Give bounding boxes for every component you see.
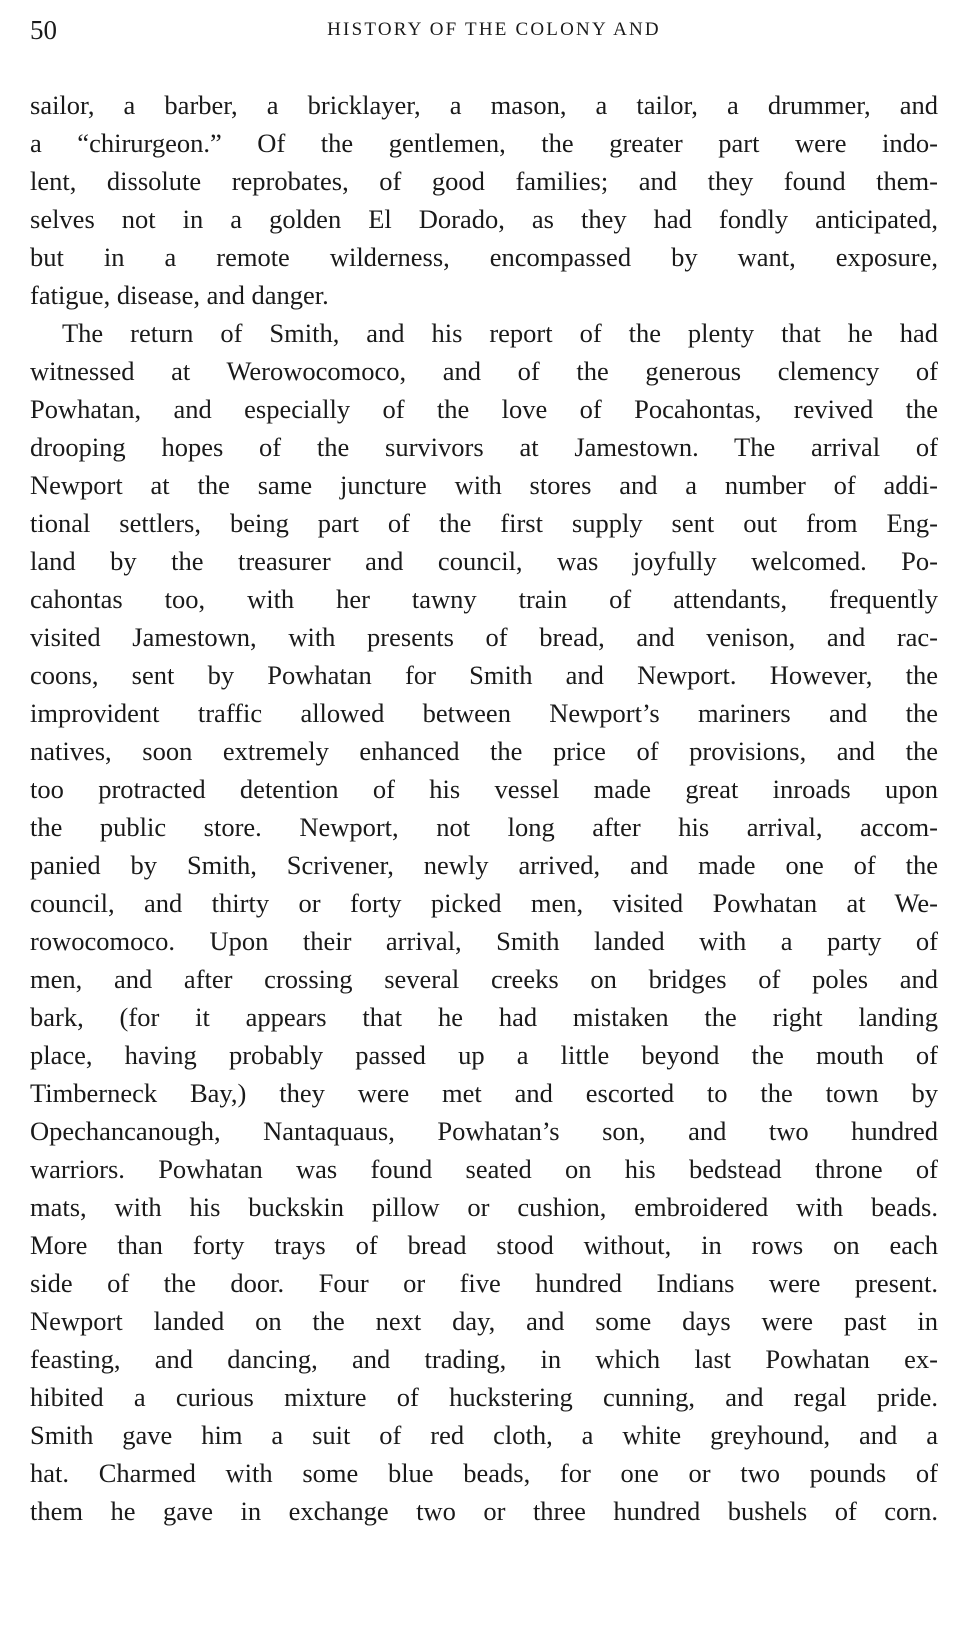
text-line: hibited a curious mixture of huckstering cunning, and regal pride. [30,1382,938,1412]
text-line: Opechancanough, Nantaquaus, Powhatan’s son, and two hundred [30,1116,938,1146]
text-line: Newport at the same juncture with stores and a number of addi- [30,470,938,500]
text-line: lent, dissolute reprobates, of good families; and they found them- [30,166,938,196]
page-number: 50 [30,15,57,45]
text-line: warriors. Powhatan was found seated on his bedstead throne of [30,1154,938,1184]
text-line: land by the treasurer and council, was joyfully welcomed. Po- [30,546,938,576]
text-line: cahontas too, with her tawny train of attendants, frequently [30,584,938,614]
text-line: side of the door. Four or five hundred Indians were present. [30,1268,938,1298]
text-line: mats, with his buckskin pillow or cushion, embroidered with beads. [30,1192,938,1222]
text-line: sailor, a barber, a bricklayer, a mason, a tailor, a drummer, and [30,90,938,120]
book-page [30,12,938,1530]
text-line: feasting, and dancing, and trading, in which last Powhatan ex- [30,1344,938,1374]
text-line: The return of Smith, and his report of the plenty that he had [62,318,938,348]
text-line: Smith gave him a suit of red cloth, a white greyhound, and a [30,1420,938,1450]
text-line: Timberneck Bay,) they were met and escorted to the town by [30,1078,938,1108]
text-line: fatigue, disease, and danger. [30,280,329,310]
text-line: them he gave in exchange two or three hundred bushels of corn. [30,1496,938,1526]
text-line: place, having probably passed up a little beyond the mouth of [30,1040,938,1070]
text-line: drooping hopes of the survivors at Jamestown. The arrival of [30,432,938,462]
body-text [30,86,938,1530]
running-head [30,12,938,52]
text-line: the public store. Newport, not long after his arrival, accom- [30,812,938,842]
paragraph-1 [30,86,938,314]
text-line: bark, (for it appears that he had mistaken the right landing [30,1002,938,1032]
paragraph-2 [30,314,938,1530]
text-line: witnessed at Werowocomoco, and of the generous clemency of [30,356,938,386]
text-line: tional settlers, being part of the first supply sent out from Eng- [30,508,938,538]
text-line: rowocomoco. Upon their arrival, Smith landed with a party of [30,926,938,956]
text-line: a “chirurgeon.” Of the gentlemen, the greater part were indo- [30,128,938,158]
text-line: but in a remote wilderness, encompassed by want, exposure, [30,242,938,272]
text-line: visited Jamestown, with presents of bread, and venison, and rac- [30,622,938,652]
text-line: men, and after crossing several creeks on bridges of poles and [30,964,938,994]
text-line: too protracted detention of his vessel made great inroads upon [30,774,938,804]
running-title: HISTORY OF THE COLONY AND [327,19,661,40]
text-line: improvident traffic allowed between Newport’s mariners and the [30,698,938,728]
text-line: hat. Charmed with some blue beads, for one or two pounds of [30,1458,938,1488]
text-line: selves not in a golden El Dorado, as they had fondly anticipated, [30,204,938,234]
text-line: natives, soon extremely enhanced the price of provisions, and the [30,736,938,766]
text-line: coons, sent by Powhatan for Smith and Newport. However, the [30,660,938,690]
text-line: council, and thirty or forty picked men, visited Powhatan at We- [30,888,938,918]
text-line: panied by Smith, Scrivener, newly arrived, and made one of the [30,850,938,880]
text-line: Powhatan, and especially of the love of Pocahontas, revived the [30,394,938,424]
text-line: Newport landed on the next day, and some days were past in [30,1306,938,1336]
text-line: More than forty trays of bread stood without, in rows on each [30,1230,938,1260]
